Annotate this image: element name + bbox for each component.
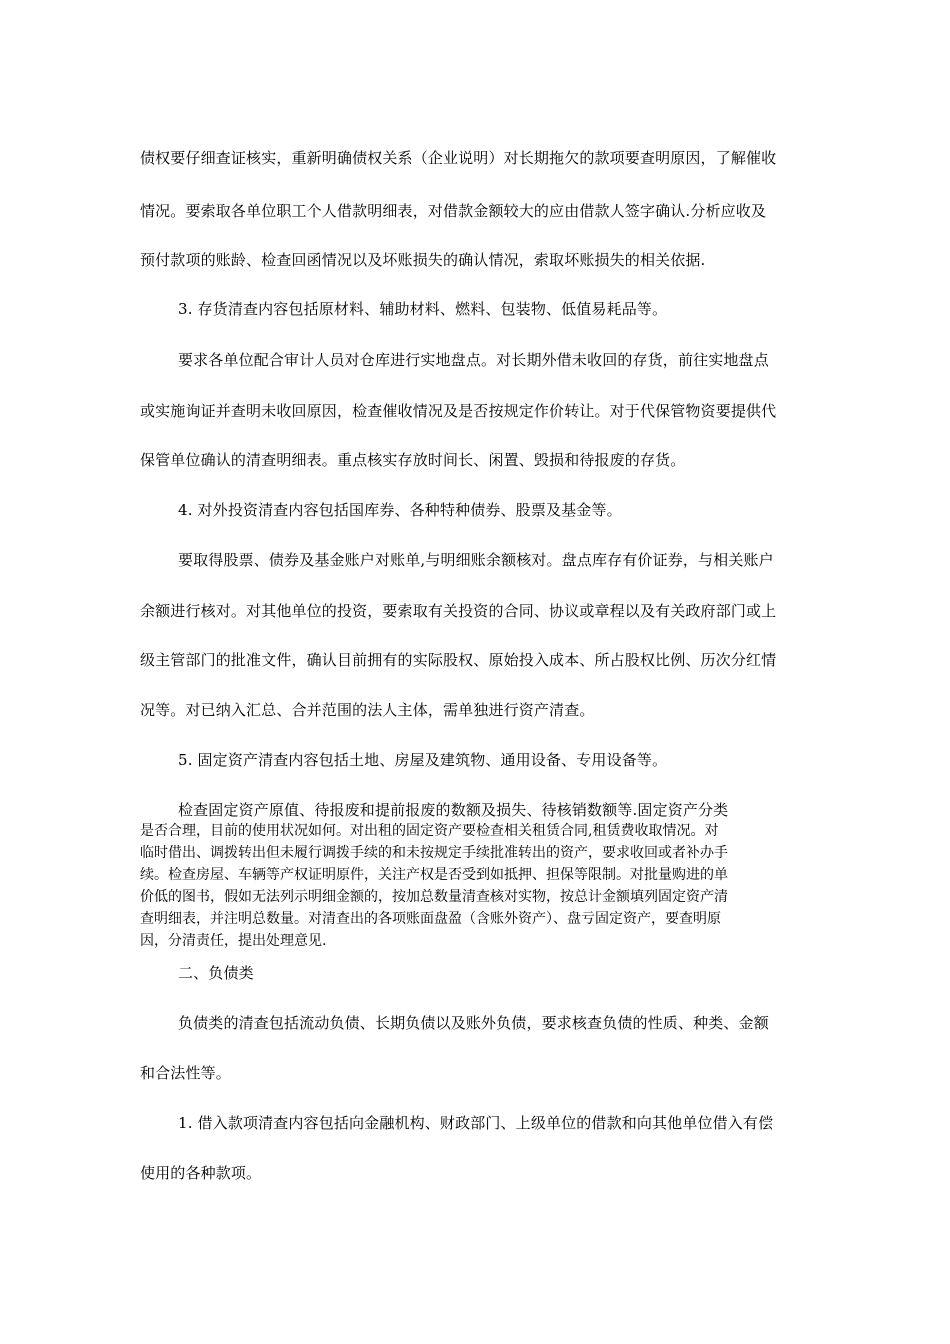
text-line: 情况。要索取各单位职工个人借款明细表，对借款金额较大的应由借款人签字确认.分析应收及 xyxy=(140,202,767,220)
text-line: 预付款项的账龄、检查回函情况以及坏账损失的确认情况，索取坏账损失的相关依据. xyxy=(140,251,706,269)
section-heading-inventory: 3. 存货清查内容包括原材料、辅助材料、燃料、包装物、低值易耗品等。 xyxy=(178,300,668,318)
text-line: 因，分清责任，提出处理意见. xyxy=(140,933,327,949)
text-line: 或实施询证并查明未收回原因，检查催收情况及是否按规定作价转让。对于代保管物资要提供代 xyxy=(140,402,777,420)
text-line: 债权要仔细查证核实，重新明确债权关系（企业说明）对长期拖欠的款项要查明原因，了解催收 xyxy=(140,149,777,167)
text-line: 查明细表，并注明总数量。对清查出的各项账面盘盈（含账外资产）、盘亏固定资产，要查明原 xyxy=(140,911,721,927)
text-line: 是否合理，目前的使用状况如何。对出租的固定资产要检查相关租赁合同,租赁费收取情况。对 xyxy=(140,823,719,839)
section-heading-fixed-assets: 5. 固定资产清查内容包括土地、房屋及建筑物、通用设备、专用设备等。 xyxy=(178,751,668,769)
text-line: 续。检查房屋、车辆等产权证明原件，关注产权是否受到如抵押、担保等限制。对批量购进的单 xyxy=(140,867,728,883)
text-line: 负债类的清查包括流动负债、长期负债以及账外负债，要求核查负债的性质、种类、金额 xyxy=(178,1014,769,1032)
section-heading-investment: 4. 对外投资清查内容包括国库券、各种特种债券、股票及基金等。 xyxy=(178,501,622,519)
text-line: 级主管部门的批准文件，确认目前拥有的实际股权、原始投入成本、所占股权比例、历次分红情 xyxy=(140,651,777,669)
text-line: 况等。对已纳入汇总、合并范围的法人主体，需单独进行资产清查。 xyxy=(140,701,595,719)
text-line: 要求各单位配合审计人员对仓库进行实地盘点。对长期外借未收回的存货，前往实地盘点 xyxy=(178,351,769,369)
text-line: 保管单位确认的清查明细表。重点核实存放时间长、闲置、毁损和待报废的存货。 xyxy=(140,451,686,469)
text-line: 要取得股票、债券及基金账户对账单,与明细账余额核对。盘点库存有价证券，与相关账户 xyxy=(178,551,774,569)
text-line: 使用的各种款项。 xyxy=(140,1164,262,1182)
text-line: 临时借出、调拨转出但未履行调拨手续的和未按规定手续批准转出的资产，要求收回或者补办手 xyxy=(140,845,728,861)
section-heading-borrowings: 1. 借入款项清查内容包括向金融机构、财政部门、上级单位的借款和向其他单位借入有偿 xyxy=(178,1114,774,1132)
section-heading-liabilities: 二、负债类 xyxy=(178,964,254,982)
text-line: 余额进行核对。对其他单位的投资，要索取有关投资的合同、协议或章程以及有关政府部门或上 xyxy=(140,602,777,620)
text-line: 价低的图书，假如无法列示明细金额的，按加总数量清查核对实物，按总计金额填列固定资产清 xyxy=(140,889,728,905)
text-line: 检查固定资产原值、待报废和提前报废的数额及损失、待核销数额等.固定资产分类 xyxy=(178,801,729,819)
text-line: 和合法性等。 xyxy=(140,1064,231,1082)
